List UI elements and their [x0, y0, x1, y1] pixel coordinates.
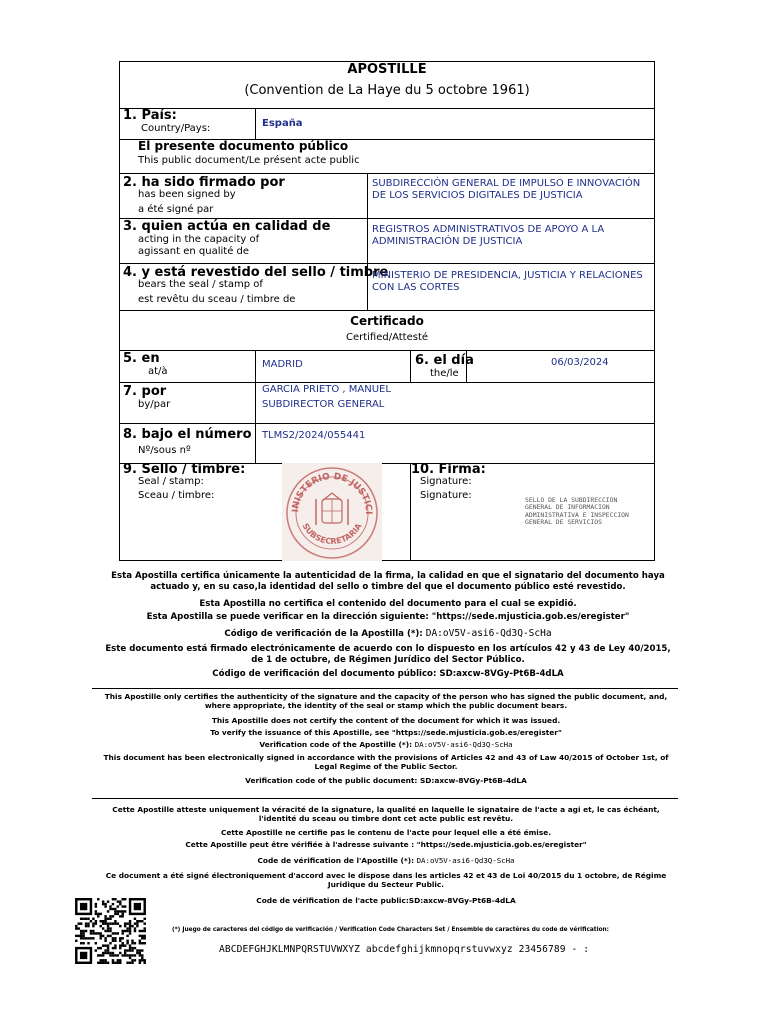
note-es-6: Código de verificación del documento público: SD:axcw-8VGy-Pt6B-4dLA: [212, 669, 564, 679]
field-2-sublabel-fr: a été signé par: [138, 204, 214, 215]
stamp-bottom-text: SUBSECRETARIA: [300, 521, 364, 547]
seal-of-value: MINISTERIO DE PRESIDENCIA, JUSTICIA Y RELACIONES CON LAS CORTES: [372, 270, 643, 293]
row-divider: [119, 108, 655, 109]
signer-name-value: GARCIA PRIETO , MANUEL: [262, 384, 391, 395]
stamp-top-text: INISTERIO DE JUSTICI: [290, 471, 374, 515]
apostille-title: APOSTILLE: [347, 62, 427, 77]
convention-subtitle: (Convention de La Haye du 5 octobre 1961): [244, 83, 530, 98]
signer-position-value: SUBDIRECTOR GENERAL: [262, 399, 385, 410]
field-2-label: 2. ha sido firmado por: [123, 175, 285, 190]
place-value: MADRID: [262, 359, 303, 370]
note-fr-4-label: Code de vérification de l'Apostille (*):: [257, 856, 415, 865]
field-6-sublabel: the/le: [430, 368, 459, 379]
certified-sublabel: Certified/Attesté: [345, 332, 429, 343]
field-1-sublabel: Country/Pays:: [141, 123, 211, 134]
note-es-4-code: DA:oV5V-asi6-Qd3Q-ScHa: [425, 628, 552, 639]
field-4-label: 4. y está revestido del sello / timbre: [123, 265, 389, 280]
country-value: España: [262, 118, 303, 129]
col-divider: [410, 463, 411, 561]
svg-text:MINISTERIO DE JUSTICIA: [282, 463, 373, 514]
date-value: 06/03/2024: [551, 357, 609, 368]
qr-code-icon: [75, 898, 146, 964]
field-2-sublabel-en: has been signed by: [138, 189, 236, 200]
note-es-2: Esta Apostilla no certifica el contenido del documento para el cual se expidió.: [199, 599, 577, 609]
note-fr-3: Cette Apostille peut être vérifiée à l'adresse suivante : "https://sede.mjusticia.gob.es/eregister": [185, 840, 587, 849]
official-stamp: [282, 463, 382, 561]
public-document-sublabel: This public document/Le présent acte public: [138, 155, 360, 166]
field-6-label: 6. el día: [415, 353, 474, 368]
field-5-label: 5. en: [123, 351, 160, 366]
col-divider: [410, 350, 411, 382]
note-es-4: [105, 629, 671, 640]
row-divider: [119, 350, 655, 351]
col-divider: [367, 173, 368, 310]
note-es-1: Esta Apostilla certifica únicamente la autenticidad de la firma, la calidad en que el signatario del documento haya actuado y, en su caso,la identidad del sello o timbre del que el documento público esté revestido.: [111, 571, 665, 592]
signed-by-value: SUBDIRECCIÓN GENERAL DE IMPULSO E INNOVACIÓN DE LOS SERVICIOS DIGITALES DE JUSTICIA: [372, 178, 641, 201]
public-document-title: El presente documento público: [138, 139, 349, 153]
section-divider: [92, 688, 678, 689]
field-5-sublabel: at/à: [148, 366, 168, 377]
note-fr-5: Ce document a été signé électroniquement d'accord avec le dispose dans les articles 42 et 43 de Loi 40/2015 du 1 octobre, de Régime Juridique du Secteur Public.: [105, 871, 667, 889]
row-divider: [119, 310, 655, 311]
field-3-sublabel-en: acting in the capacity of: [138, 234, 260, 245]
note-en-4-code: DA:oV5V-asi6-Qd3Q-ScHa: [414, 740, 513, 749]
field-4-sublabel-en: bears the seal / stamp of: [138, 279, 263, 290]
field-3-sublabel-fr: agissant en qualité de: [138, 246, 250, 257]
charset-note: (*) Juego de caracteres del código de verificación / Verification Code Characters Set / Ensemble de caractères du code de vérification:: [172, 927, 609, 933]
certified-title: Certificado: [350, 314, 424, 328]
note-en-6: Verification code of the public document: SD:axcw-8VGy-Pt6B-4dLA: [245, 776, 527, 785]
field-10-label: 10. Firma:: [411, 462, 486, 477]
row-divider: [119, 423, 655, 424]
number-value: TLMS2/2024/055441: [262, 430, 366, 441]
row-divider: [119, 173, 655, 174]
field-8-label: 8. bajo el número: [123, 427, 252, 442]
field-10-sublabel-en: Signature:: [420, 476, 472, 487]
note-fr-4: [96, 856, 676, 865]
field-4-sublabel-fr: est revêtu du sceau / timbre de: [138, 294, 296, 305]
electronic-seal-text: SELLO DE LA SUBDIRECCION GENERAL DE INFORMACION ADMINISTRATIVA E INSPECCION GENERAL DE SERVICIOS: [525, 496, 629, 527]
note-en-4-label: Verification code of the Apostille (*):: [259, 740, 413, 749]
row-divider: [119, 263, 655, 264]
field-10-sublabel-fr: Signature:: [420, 490, 472, 501]
col-divider: [255, 350, 256, 463]
field-9-sublabel-fr: Sceau / timbre:: [138, 490, 215, 501]
field-7-label: 7. por: [123, 384, 167, 399]
field-9-label: 9. Sello / timbre:: [123, 462, 246, 477]
capacity-value: REGISTROS ADMINISTRATIVOS DE APOYO A LA ADMINISTRACIÓN DE JUSTICIA: [372, 224, 605, 247]
note-en-5: This document has been electronically signed in accordance with the provisions of Articles 42 and 43 of Law 40/2015 of October 1st, of Legal Regime of the Public Sector.: [103, 753, 669, 771]
verification-qr-code: [75, 898, 146, 964]
note-fr-1: Cette Apostille atteste uniquement la véracité de la signature, la qualité en laquelle le signataire de l'acte a agi et, le cas échéant, l'identité du sceau ou timbre dont cet acte public est revêtu.: [112, 805, 660, 823]
note-fr-6: Code de vérification de l'acte public:SD:axcw-8VGy-Pt6B-4dLA: [256, 896, 516, 905]
row-divider: [119, 382, 655, 383]
note-fr-4-code: DA:oV5V-asi6-Qd3Q-ScHa: [416, 856, 515, 865]
note-en-3: To verify the issuance of this Apostille, see "https://sede.mjusticia.gob.es/eregister": [210, 728, 562, 737]
note-fr-2: Cette Apostille ne certifie pas le contenu de l'acte pour lequel elle a été émise.: [220, 828, 552, 837]
field-3-label: 3. quien actúa en calidad de: [123, 219, 331, 234]
field-7-sublabel: by/par: [138, 399, 171, 410]
note-en-1: This Apostille only certifies the authenticity of the signature and the capacity of the person who has signed the public document, and, where appropriate, the identity of the seal or stamp which the public document bears.: [104, 692, 668, 710]
field-9-sublabel-en: Seal / stamp:: [138, 476, 204, 487]
note-en-2: This Apostille does not certify the content of the document for which it was issued.: [211, 716, 561, 725]
note-en-4: [96, 740, 676, 749]
charset-list: ABCDEFGHJKLMNPQRSTUVWXYZ abcdefghijkmnopqrstuvwxyz 23456789 - :: [219, 944, 590, 955]
svg-text:SUBSECRETARIA: [300, 521, 363, 546]
note-es-5: Este documento está firmado electrónicamente de acuerdo con lo dispuesto en los artículos 42 y 43 de Ley 40/2015, de 1 de octubre, de Régimen Jurídico del Sector Público.: [105, 644, 671, 665]
field-8-sublabel: Nº/sous nº: [138, 445, 191, 456]
note-es-3: Esta Apostilla se puede verificar en la dirección siguiente: "https://sede.mjusticia.gob.es/eregister": [146, 612, 630, 622]
stamp-seal-icon: [282, 463, 382, 561]
section-divider: [92, 798, 678, 799]
note-es-4-label: Código de verificación de la Apostilla (*):: [224, 629, 423, 639]
col-divider: [255, 108, 256, 139]
field-1-label: 1. País:: [123, 108, 177, 123]
